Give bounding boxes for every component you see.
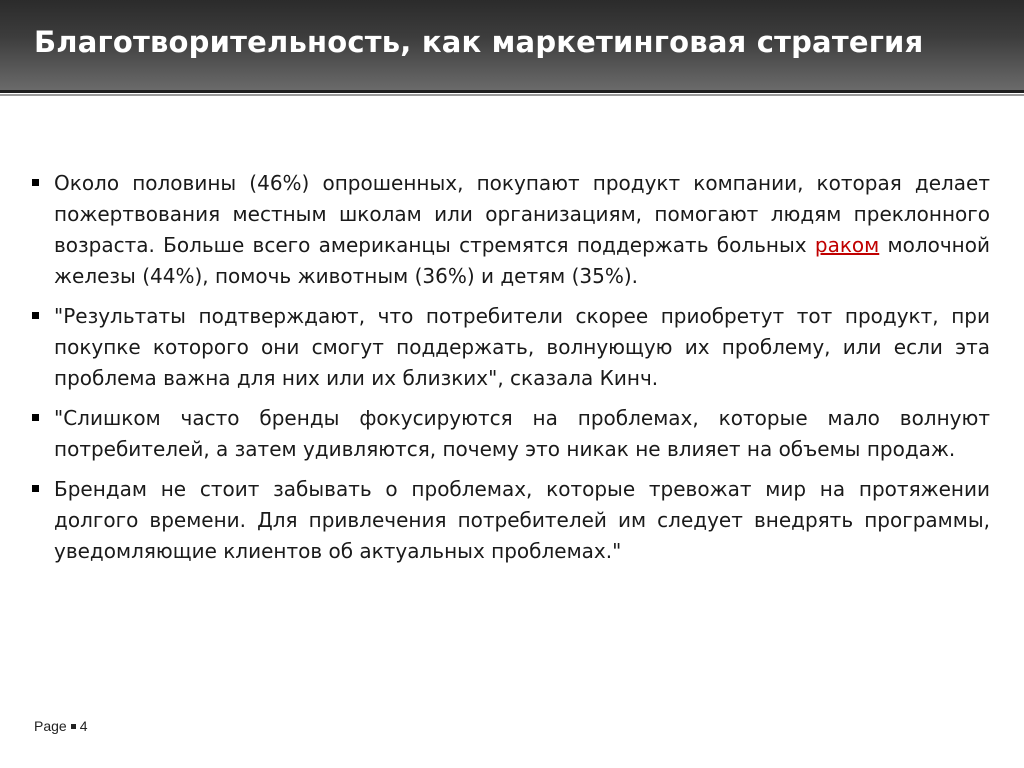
cancer-link[interactable]: раком — [814, 233, 880, 257]
bullet-text: Около половины (46%) опрошенных, покупают продукт компании, которая делает пожертвования местным школам или организациям, помогают людям преклонного возраста. Больше всего американцы стремятся поддержать больных — [54, 171, 990, 257]
bullet-square-icon — [32, 179, 39, 186]
bullet-item-2 — [32, 301, 990, 394]
bullet-square-icon — [32, 485, 39, 492]
slide-title: Благотворительность, как маркетинговая стратегия — [34, 25, 924, 59]
page-footer — [34, 718, 88, 734]
bullet-text: "Слишком часто бренды фокусируются на проблемах, которые мало волнуют потребителей, а затем удивляются, почему это никак не влияет на объемы продаж. — [54, 406, 990, 461]
bullet-text: Брендам не стоит забывать о проблемах, которые тревожат мир на протяжении долгого времени. Для привлечения потребителей им следует внедрять программы, уведомляющие клиентов об актуальных проблемах." — [54, 477, 990, 563]
bullet-square-icon — [32, 312, 39, 319]
bullet-square-icon — [32, 414, 39, 421]
page-label: Page — [34, 718, 67, 734]
footer-square-icon — [71, 724, 76, 729]
bullet-text: "Результаты подтверждают, что потребители скорее приобретут тот продукт, при покупке которого они смогут поддержать, волнующую их проблему, или если эта проблема важна для них или их близких", сказала Кинч. — [54, 304, 990, 390]
bullet-item-4 — [32, 474, 990, 567]
title-divider-light — [0, 94, 1024, 96]
bullet-text: молочной железы (44%), помочь животным (36%) и детям (35%). — [54, 233, 990, 288]
page-number: 4 — [79, 718, 88, 734]
bullet-list — [32, 168, 990, 576]
title-divider-dark — [0, 90, 1024, 93]
bullet-item-3 — [32, 403, 990, 465]
title-bar — [0, 0, 1024, 90]
bullet-item-1 — [32, 168, 990, 292]
